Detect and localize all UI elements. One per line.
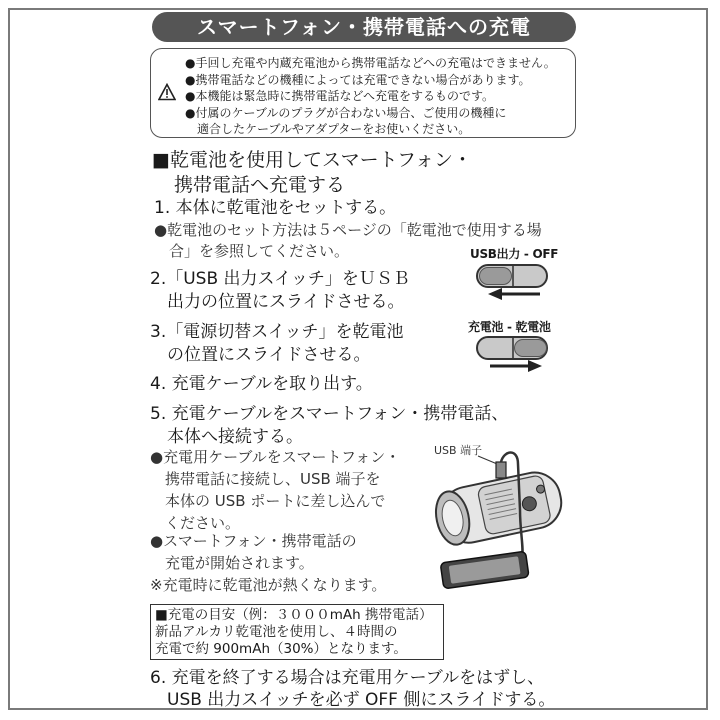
step-1-note: ●乾電池のセット方法は５ページの「乾電池で使用する場 [154, 221, 542, 239]
radio-phone-illustration [420, 450, 580, 590]
usb-switch-label: USB出力 - OFF [470, 247, 559, 261]
section-heading-line1: ■乾電池を使用してスマートフォン・ [152, 149, 473, 171]
power-select-switch [476, 336, 548, 360]
warning-line: 適合したケーブルやアダプターをお使いください。 [185, 122, 471, 136]
step-5: 5. 充電ケーブルをスマートフォン・携帯電話、 [150, 404, 509, 424]
step-5: 本体へ接続する。 [150, 427, 303, 447]
warning-line: ●携帯電話などの機種によっては充電できない場合があります。 [185, 72, 531, 87]
warning-box [150, 48, 576, 138]
step-4: 4. 充電ケーブルを取り出す。 [150, 374, 373, 394]
charging-estimate-box [150, 604, 444, 660]
step-5-note: 携帯電話に接続し、USB 端子を [150, 470, 381, 488]
step-5-note: ●スマートフォン・携帯電話の [150, 532, 357, 550]
section-heading [152, 148, 472, 198]
warning-line: ●付属のケーブルのプラグが合わない場合、ご使用の機種に [185, 105, 507, 120]
estimate-line: 新品アルカリ乾電池を使用し、４時間の [155, 624, 398, 640]
step-5-note: 充電が開始されます。 [150, 554, 314, 572]
estimate-line: 充電で約 900mAh（30%）となります。 [155, 641, 407, 657]
step-2: 2.「USB 出力スイッチ」をＵＳＢ [150, 269, 410, 289]
arrow-right-icon [488, 360, 542, 372]
step-5-note: 本体の USB ポートに差し込んで [150, 492, 386, 510]
arrow-left-icon [488, 288, 542, 300]
step-5-note: ください。 [150, 514, 241, 532]
step-5-caution: ※充電時に乾電池が熱くなります。 [150, 576, 387, 594]
step-3: 3.「電源切替スイッチ」を乾電池 [150, 322, 404, 342]
usb-output-switch [476, 264, 548, 288]
step-5-note: ●充電用ケーブルをスマートフォン・ [150, 448, 401, 466]
warning-line: ●本機能は緊急時に携帯電話などへ充電をするものです。 [185, 89, 495, 103]
warning-triangle-icon [158, 83, 176, 101]
usb-terminal-label: USB 端子 [434, 444, 483, 457]
estimate-heading: ■充電の目安（例：３０００mAh 携帯電話） [155, 607, 433, 623]
warning-line: ●手回し充電や内蔵充電池から携帯電話などへの充電はできません。 [185, 56, 556, 70]
power-switch-label: 充電池 - 乾電池 [468, 320, 551, 334]
step-6: 6. 充電を終了する場合は充電用ケーブルをはずし、 [150, 668, 545, 688]
page-title: スマートフォン・携帯電話への充電 [152, 12, 576, 42]
step-1-note: 合」を参照してください。 [154, 242, 350, 260]
step-1: 1. 本体に乾電池をセットする。 [154, 198, 397, 218]
step-3: の位置にスライドさせる。 [150, 345, 371, 365]
step-6: USB 出力スイッチを必ず OFF 側にスライドする。 [150, 690, 556, 710]
section-heading-line2: 携帯電話へ充電する [174, 174, 346, 196]
step-2: 出力の位置にスライドさせる。 [150, 292, 405, 312]
